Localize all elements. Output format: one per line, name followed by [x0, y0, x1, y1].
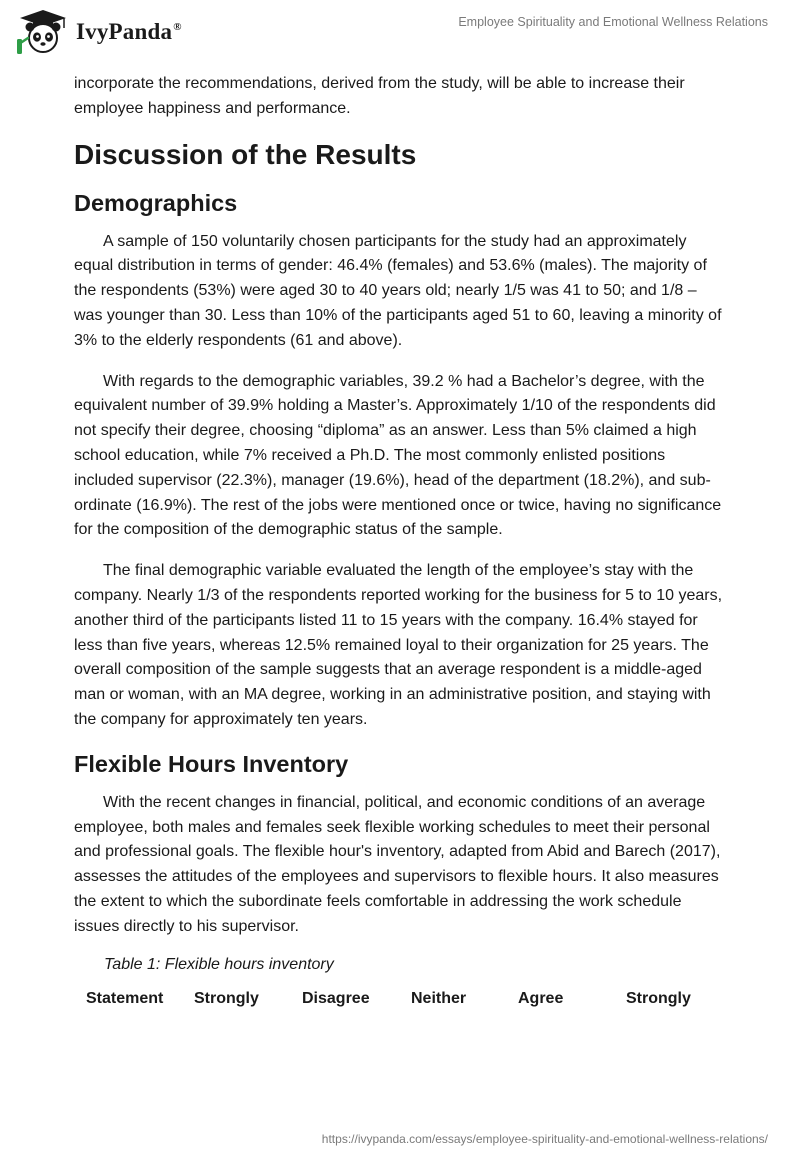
ivypanda-logo[interactable] [14, 8, 182, 56]
paragraph: With regards to the demographic variables, 39.2 % had a Bachelor’s degree, with the equivalent number of 39.9% holding a Master’s. Approximately 1/10 of the respondents did not specify their degree, choosing “diploma” as an answer. Less than 5% claimed a high school education, while 7% received a Ph.D. The most commonly enlisted positions included supervisor (22.3%), manager (19.6%), head of the department (18.2%), and sub-ordinate (16.9%). The rest of the jobs were mentioned once or twice, having no significance for the composition of the demographic status of the sample. [74, 372, 722, 539]
brand-name: IvyPanda® [76, 19, 182, 44]
page-header [0, 0, 800, 62]
table-header-cell: Neither [411, 989, 467, 1007]
table-caption: Table 1: Flexible hours inventory [104, 955, 334, 973]
table-header-cell: Strongly [626, 989, 691, 1007]
table-header-cell: Agree [518, 989, 564, 1007]
subheading-flexible-hours: Flexible Hours Inventory [74, 750, 349, 777]
document-title: Employee Spirituality and Emotional Wellness Relations [458, 15, 768, 29]
table-header-cell: Strongly [194, 989, 259, 1007]
paragraph: The final demographic variable evaluated the length of the employee’s stay with the company. Nearly 1/3 of the respondents reported working for the business for 5 to 10 years, another third of the participants listed 11 to 15 years with the company. 16.4% stayed for less than five years, whereas 12.5% remained loyal to their organization for 25 years. The overall composition of the sample suggests that an average respondent is a middle-aged man or woman, with an MA degree, working in an administrative position, and staying with the company for approximately ten years. [74, 562, 723, 728]
paragraph: With the recent changes in financial, political, and economic conditions of an average employee, both males and females seek flexible working schedules to meet their personal and professional goals. The flexible hour's inventory, adapted from Abid and Barech (2017), assesses the attitudes of the employees and supervisors to flexible hours. It also measures the extent to which the subordinate feels comfortable in addressing the work schedule issues directly to his supervisor. [74, 793, 721, 935]
table-header-cell: Disagree [302, 989, 370, 1007]
paragraph: A sample of 150 voluntarily chosen participants for the study had an approximately equal distribution in terms of gender: 46.4% (females) and 53.6% (males). The majority of the respondents (53%) were aged 30 to 40 years old; nearly 1/5 was 41 to 50; and 1/8 – was younger than 30. Less than 10% of the participants aged 51 to 60, leaving a minority of 3% to the elderly respondents (61 and above). [74, 232, 722, 349]
subheading-demographics: Demographics [74, 189, 238, 216]
section-heading: Discussion of the Results [74, 138, 417, 170]
source-url-link[interactable]: https://ivypanda.com/essays/employee-spirituality-and-emotional-wellness-relations/ [321, 1132, 768, 1146]
intro-paragraph: incorporate the recommendations, derived from the study, will be able to increase their employee happiness and performance. [74, 75, 685, 117]
article-body [74, 72, 724, 1008]
table-header-row [74, 990, 724, 1008]
panda-graduate-icon [14, 8, 72, 56]
table-header-cell: Statement [86, 989, 164, 1007]
